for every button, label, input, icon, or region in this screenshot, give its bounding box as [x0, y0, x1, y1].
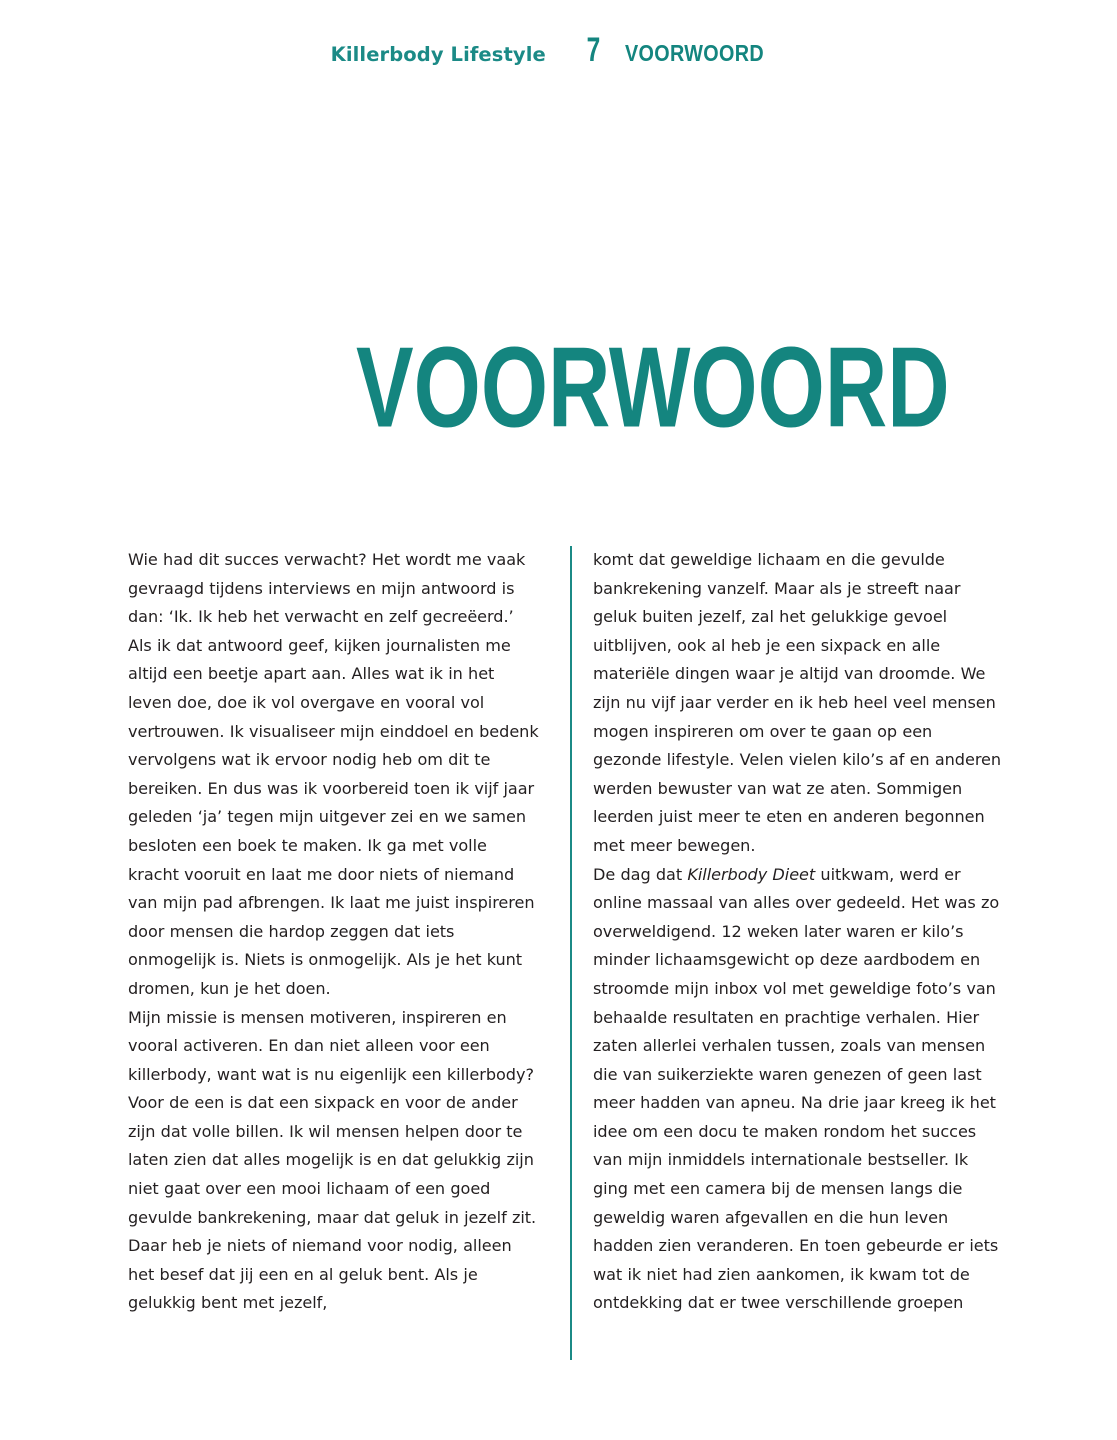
paragraph-lead-in: De dag dat: [593, 864, 688, 884]
running-head-book-title: Killerbody Lifestyle: [330, 43, 546, 66]
body-columns: [128, 546, 1005, 1318]
running-head: [0, 33, 1117, 67]
paragraph-with-book-title: [593, 861, 1005, 1319]
paragraph: komt dat geweldige lichaam en die gevulde bankrekening vanzelf. Maar als je streeft naar geluk buiten jezelf, zal het gelukkige gevoel uitblijven, ook al heb je een sixpack en alle materiële dingen waar je altijd van droomde. We zijn nu vijf jaar verder en ik heb heel veel mensen mogen inspireren om over te gaan op een gezonde lifestyle. Velen vielen kilo’s af en anderen werden bewuster van wat ze aten. Sommigen leerden juist meer te eten en anderen begonnen met meer bewegen.: [593, 550, 1002, 855]
page-number: 7: [586, 31, 601, 69]
text-column-left: [128, 546, 540, 1318]
paragraph: Mijn missie is mensen motiveren, inspireren en vooral activeren. En dan niet alleen voor een killerbody, want wat is nu eigenlijk een killerbody? Voor de een is dat een sixpack en voor de ander zijn dat volle billen. Ik wil mensen helpen door te laten zien dat alles mogelijk is en dat gelukkig zijn niet gaat over een mooi lichaam of een goed gevulde bankrekening, maar dat geluk in jezelf zit. Daar heb je niets of niemand voor nodig, alleen het besef dat jij een en al geluk bent. Als je gelukkig bent met jezelf,: [128, 1007, 537, 1313]
text-column-right: [593, 546, 1005, 1318]
running-head-section: VOORWOORD: [624, 40, 764, 66]
book-title-italic: Killerbody Dieet: [687, 864, 816, 884]
paragraph: Wie had dit succes verwacht? Het wordt me vaak gevraagd tijdens interviews en mijn antwoord is dan: ‘Ik. Ik heb het verwacht en zelf gecreëerd.’ Als ik dat antwoord geef, kijken journalisten me altijd een beetje apart aan. Alles wat ik in het leven doe, doe ik vol overgave en vooral vol vertrouwen. Ik visualiseer mijn einddoel en bedenk vervolgens wat ik ervoor nodig heb om dit te bereiken. En dus was ik voorbereid toen ik vijf jaar geleden ‘ja’ tegen mijn uitgever zei en we samen besloten een boek te maken. Ik ga met volle kracht vooruit en laat me door niets of niemand van mijn pad afbrengen. Ik laat me juist inspireren door mensen die hardop zeggen dat iets onmogelijk is. Niets is onmogelijk. Als je het kunt dromen, kun je het doen.: [128, 550, 539, 998]
paragraph-remainder: uitkwam, werd er online massaal van alles over gedeeld. Het was zo overweldigend. 12 weken later waren er kilo’s minder lichaamsgewicht op deze aardbodem en stroomde mijn inbox vol met geweldige foto’s van behaalde resultaten en prachtige verhalen. Hier zaten allerlei verhalen tussen, zoals van mensen die van suikerziekte waren genezen of geen last meer hadden van apneu. Na drie jaar kreeg ik het idee om een docu te maken rondom het succes van mijn inmiddels internationale bestseller. Ik ging met een camera bij de mensen langs die geweldig waren afgevallen en die hun leven hadden zien veranderen. En toen gebeurde er iets wat ik niet had zien aankomen, ik kwam tot de ontdekking dat er twee verschillende groepen: [593, 864, 1000, 1313]
page-title: VOORWOORD: [356, 322, 950, 452]
